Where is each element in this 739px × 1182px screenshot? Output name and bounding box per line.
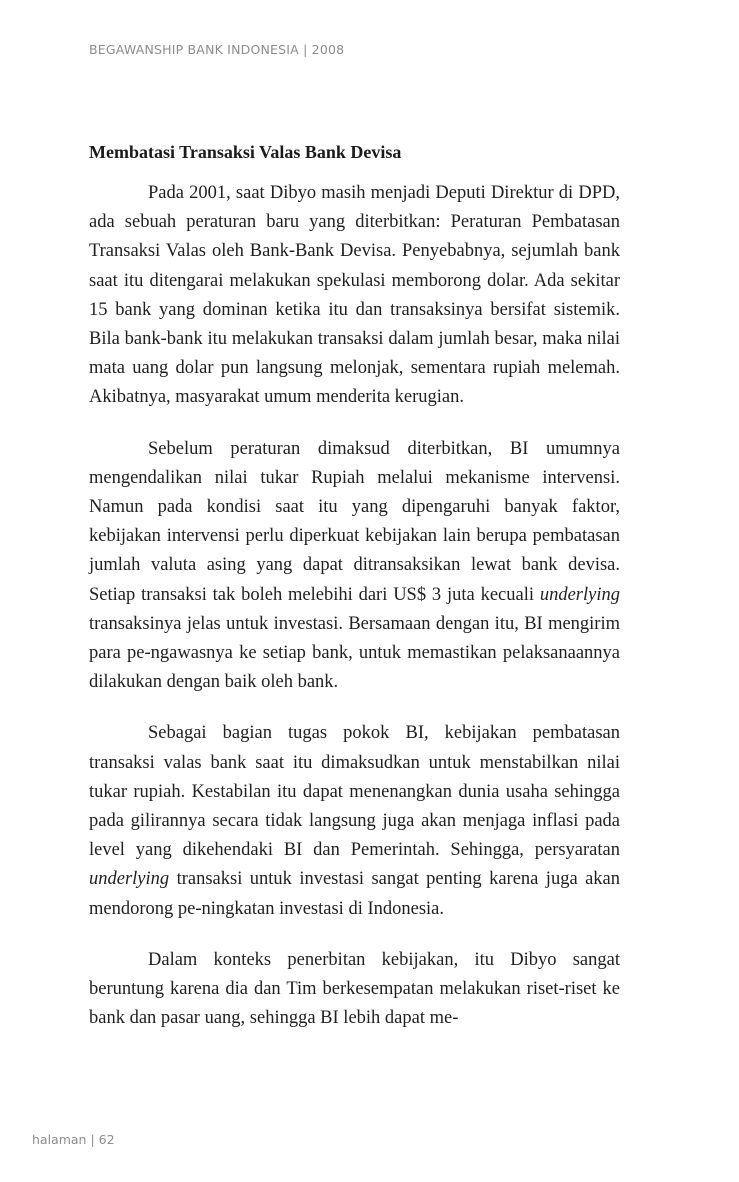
- paragraph-3-text-a: Sebagai bagian tugas pokok BI, kebijakan pembatasan transaksi valas bank saat itu dimaksudkan untuk menstabilkan nilai tukar rupiah. Kestabilan itu dapat menenangkan dunia usaha sehingga pada gilirannya secara tidak langsung juga akan menjaga inflasi pada level yang dikehendaki BI dan Pemerintah. Sehingga, persyaratan: [89, 723, 620, 861]
- page-content: [89, 142, 620, 1055]
- paragraph-3-text-b: transaksi untuk investasi sangat penting karena juga akan mendorong pe-ningkatan investasi di Indonesia.: [89, 869, 620, 919]
- paragraph-3-italic-term: underlying: [89, 869, 170, 890]
- page-number: halaman | 62: [32, 1132, 115, 1147]
- section-title: Membatasi Transaksi Valas Bank Devisa: [89, 142, 402, 162]
- running-header: BEGAWANSHIP BANK INDONESIA | 2008: [89, 42, 345, 57]
- paragraph-2-text-b: transaksinya jelas untuk investasi. Bersamaan dengan itu, BI mengirim para pe-ngawasnya ke setiap bank, untuk memastikan pelaksanaannya dilakukan dengan baik oleh bank.: [89, 613, 620, 693]
- paragraph-3: [89, 719, 620, 923]
- paragraph-2-text-a: Sebelum peraturan dimaksud diterbitkan, BI umumnya mengendalikan nilai tukar Rupiah melalui mekanisme intervensi. Namun pada kondisi saat itu yang dipengaruhi banyak faktor, kebijakan intervensi perlu diperkuat kebijakan lain berupa pembatasan jumlah valuta asing yang dapat ditransaksikan lewat bank devisa. Setiap transaksi tak boleh melebihi dari US$ 3 juta kecuali: [89, 438, 620, 605]
- paragraph-2: [89, 435, 620, 698]
- paragraph-1: Pada 2001, saat Dibyo masih menjadi Deputi Direktur di DPD, ada sebuah peraturan baru yang diterbitkan: Peraturan Pembatasan Transaksi Valas oleh Bank-Bank Devisa. Penyebabnya, sejumlah bank saat itu ditengarai melakukan spekulasi memborong dolar. Ada sekitar 15 bank yang dominan ketika itu dan transaksinya bersifat sistemik. Bila bank-bank itu melakukan transaksi dalam jumlah besar, maka nilai mata uang dolar pun langsung melonjak, sementara rupiah melemah. Akibatnya, masyarakat umum menderita kerugian.: [89, 183, 620, 408]
- paragraph-4: Dalam konteks penerbitan kebijakan, itu Dibyo sangat beruntung karena dia dan Tim berkesempatan melakukan riset-riset ke bank dan pasar uang, sehingga BI lebih dapat me-: [89, 949, 620, 1029]
- paragraph-2-italic-term: underlying: [539, 584, 620, 605]
